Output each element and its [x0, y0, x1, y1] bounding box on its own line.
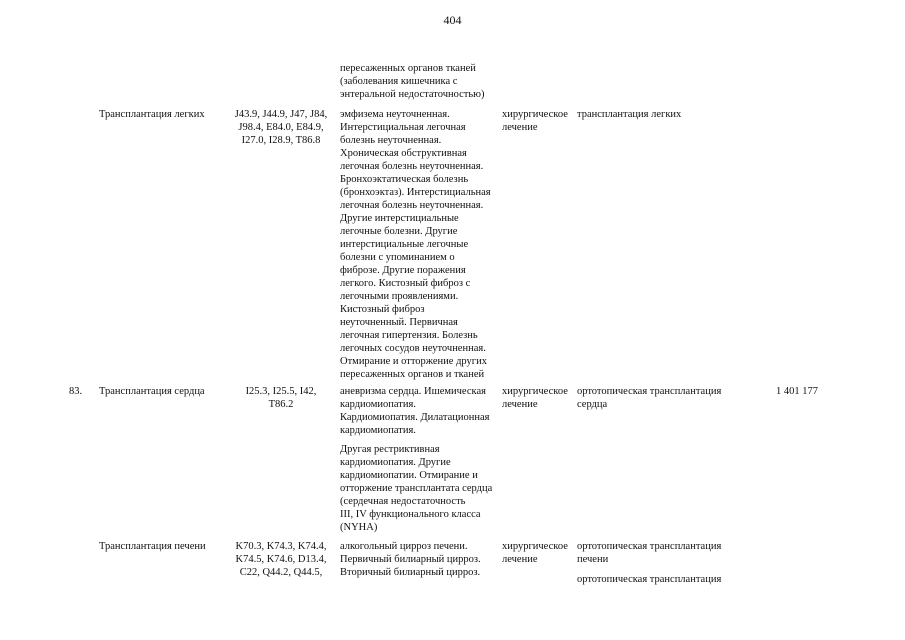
text-line: лечение	[502, 122, 538, 133]
heart-row-name: Трансплантация сердца	[99, 386, 205, 397]
text-line: легочных сосудов неуточненная.	[340, 343, 486, 354]
continuation-text	[340, 62, 485, 101]
code-line: I27.0, I28.9, T86.8	[241, 135, 321, 146]
text-line: ортотопическая трансплантация	[577, 386, 722, 397]
text-line: Кардиомиопатия. Дилатационная	[340, 412, 490, 423]
heart-row-treatment	[502, 385, 568, 411]
text-line: кардиомиопатия.	[340, 399, 416, 410]
text-line: кардиомиопатия.	[340, 425, 416, 436]
text-line: легочная гипертензия. Болезнь	[340, 330, 478, 341]
text-line: аневризма сердца. Ишемическая	[340, 386, 486, 397]
heart-row-cost: 1 401 177	[776, 386, 818, 397]
liver-row-method-b	[577, 573, 721, 586]
text-line: хирургическое	[502, 109, 568, 120]
heart-row-diagnosis-b	[340, 443, 492, 534]
lung-row-method	[577, 108, 681, 121]
heart-row-codes	[228, 385, 334, 411]
text-line: Первичный билиарный цирроз.	[340, 554, 481, 565]
text-line: пересаженных органов и тканей	[340, 369, 485, 380]
text-line: легочная болезнь неуточненная.	[340, 200, 484, 211]
code-line: I25.3, I25.5, I42,	[245, 386, 317, 397]
text-line: Интерстициальная легочная	[340, 122, 466, 133]
text-line: алкогольный цирроз печени.	[340, 541, 468, 552]
lung-row-treatment	[502, 108, 568, 134]
liver-row-method-a	[577, 540, 721, 566]
lung-row-diagnosis	[340, 108, 491, 381]
liver-row-treatment	[502, 540, 568, 566]
text-line: легочными проявлениями.	[340, 291, 459, 302]
code-line: K70.3, K74.3, K74.4,	[235, 541, 327, 552]
text-line: Кистозный фиброз	[340, 304, 425, 315]
text-line: Бронхоэктатическая болезнь	[340, 174, 469, 185]
code-line: T86.2	[268, 399, 294, 410]
text-line: ортотопическая трансплантация	[577, 541, 722, 552]
text-line: пересаженных органов тканей	[340, 63, 476, 74]
code-line: J43.9, J44.9, J47, J84,	[234, 109, 328, 120]
lung-row-name: Трансплантация легких	[99, 109, 205, 120]
code-line: J98.4, E84.0, E84.9,	[238, 122, 324, 133]
text-line: сердца	[577, 399, 608, 410]
text-line: трансплантация легких	[577, 109, 682, 120]
text-line: отторжение трансплантата сердца	[340, 483, 493, 494]
liver-row-name: Трансплантация печени	[99, 541, 206, 552]
liver-row-diagnosis	[340, 540, 481, 579]
text-line: энтеральной недостаточностью)	[340, 89, 485, 100]
text-line: неуточненный. Первичная	[340, 317, 458, 328]
text-line: III, IV функционального класса	[340, 509, 481, 520]
page-number: 404	[443, 13, 462, 27]
heart-row-diagnosis-a	[340, 385, 489, 437]
text-line: легочные болезни. Другие	[340, 226, 458, 237]
text-line: болезни с упоминанием о	[340, 252, 455, 263]
text-line: Другие интерстициальные	[340, 213, 459, 224]
text-line: фиброзе. Другие поражения	[340, 265, 466, 276]
text-line: Хроническая обструктивная	[340, 148, 467, 159]
code-line: K74.5, K74.6, D13.4,	[235, 554, 327, 565]
lung-row-codes	[228, 108, 334, 147]
text-line: Другая рестриктивная	[340, 444, 440, 455]
text-line: Отмирание и отторжение других	[340, 356, 487, 367]
heart-row-number: 83.	[69, 386, 83, 397]
text-line: (бронхоэктаз). Интерстициальная	[340, 187, 491, 198]
heart-row-method	[577, 385, 721, 411]
text-line: хирургическое	[502, 386, 568, 397]
text-line: печени	[577, 554, 609, 565]
text-line: (сердечная недостаточность	[340, 496, 466, 507]
code-line: C22, Q44.2, Q44.5,	[239, 567, 323, 578]
text-line: хирургическое	[502, 541, 568, 552]
text-line: кардиомиопатия. Другие	[340, 457, 451, 468]
text-line: лечение	[502, 399, 538, 410]
text-line: интерстициальные легочные	[340, 239, 469, 250]
liver-row-codes	[228, 540, 334, 579]
text-line: (NYHA)	[340, 522, 378, 533]
text-line: эмфизема неуточненная.	[340, 109, 450, 120]
text-line: лечение	[502, 554, 538, 565]
text-line: кардиомиопатии. Отмирание и	[340, 470, 478, 481]
text-line: болезнь неуточненная.	[340, 135, 442, 146]
text-line: ортотопическая трансплантация	[577, 574, 722, 585]
text-line: легкого. Кистозный фиброз с	[340, 278, 471, 289]
text-line: (заболевания кишечника с	[340, 76, 458, 87]
text-line: Вторичный билиарный цирроз.	[340, 567, 481, 578]
text-line: легочная болезнь неуточненная.	[340, 161, 484, 172]
